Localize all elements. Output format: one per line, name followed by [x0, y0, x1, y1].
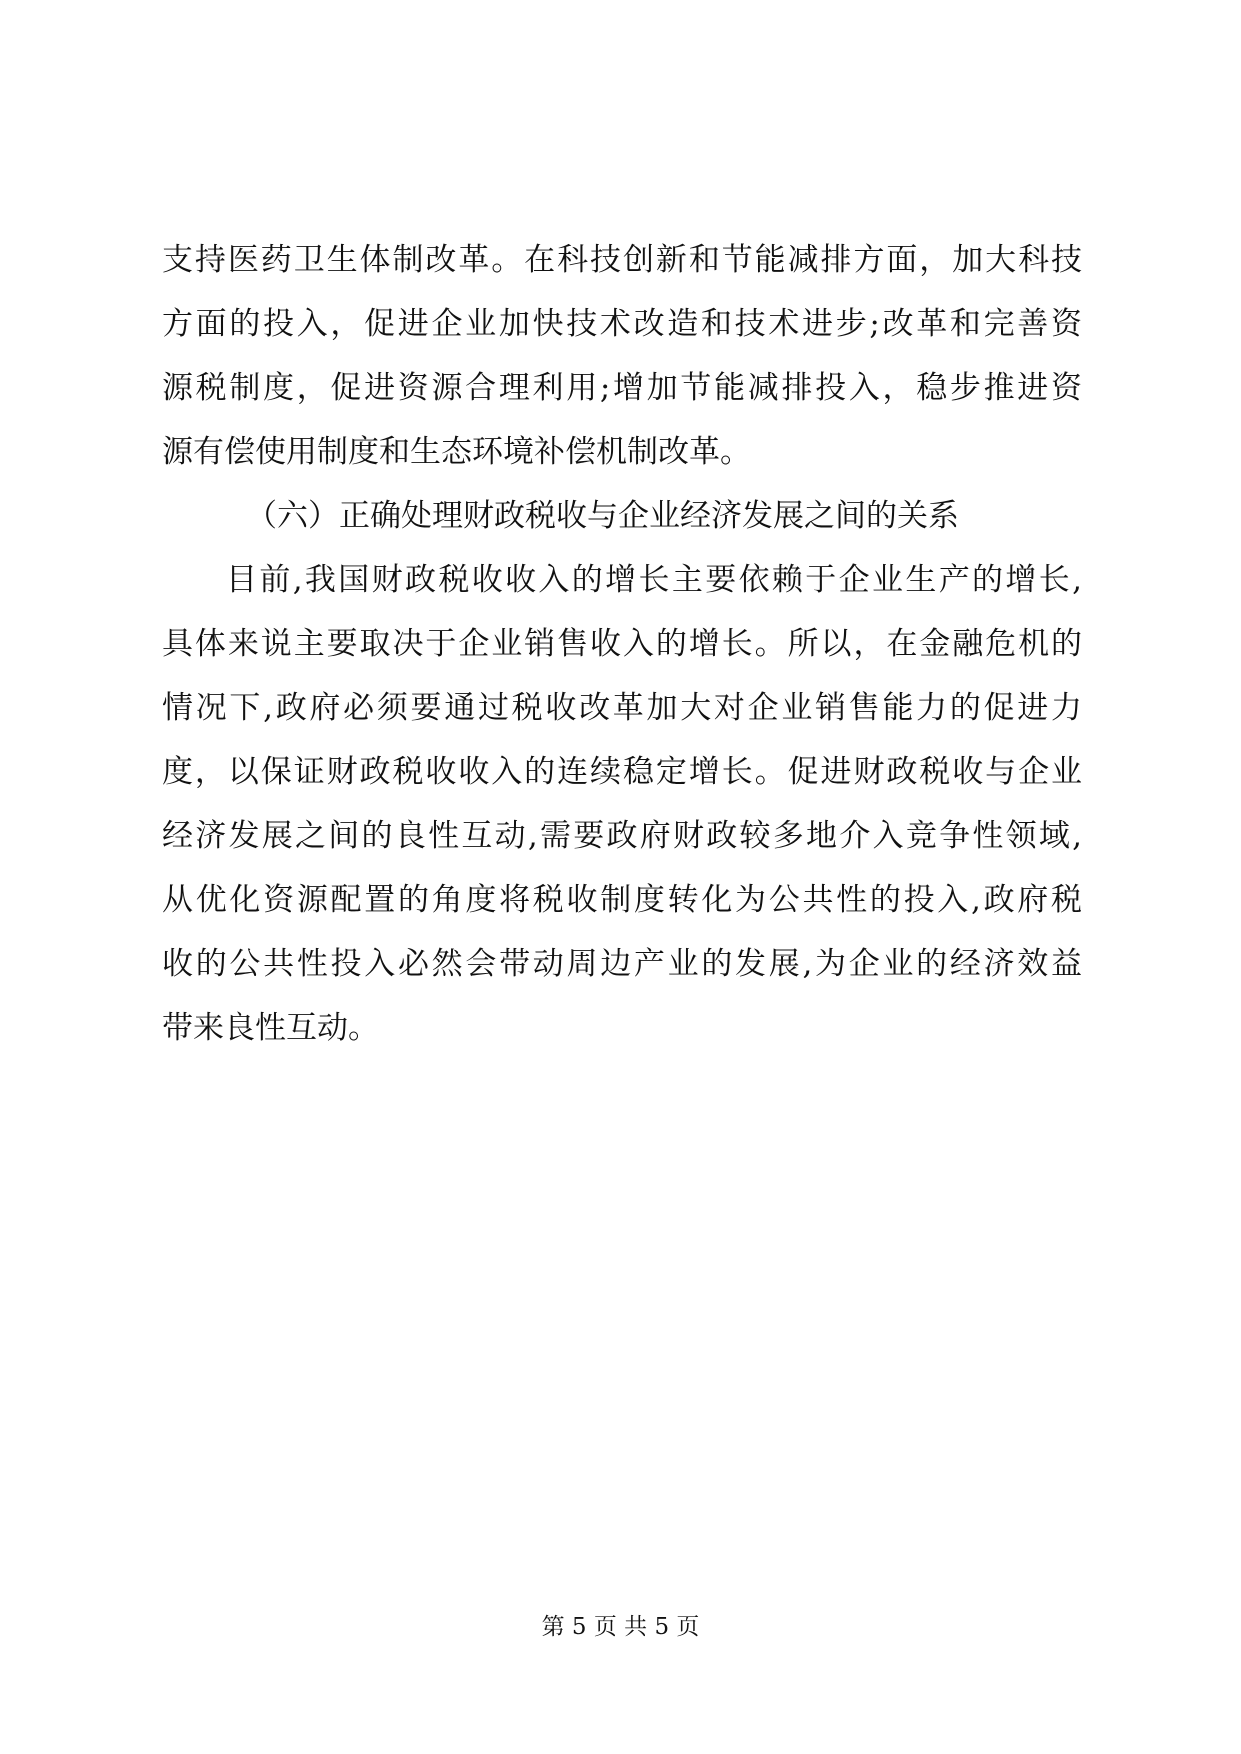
- text-line: 方面的投入，促进企业加快技术改造和技术进步;改革和完善资: [162, 306, 1082, 342]
- text-line: 具体来说主要取决于企业销售收入的增长。所以，在金融危机的: [162, 626, 1082, 662]
- text-line: 度，以保证财政税收收入的连续稳定增长。促进财政税收与企业: [162, 754, 1082, 790]
- text-line: 经济发展之间的良性互动,需要政府财政较多地介入竞争性领域,: [162, 818, 1082, 854]
- text-line: 源税制度，促进资源合理利用;增加节能减排投入，稳步推进资: [162, 370, 1082, 406]
- body-text: [162, 228, 1082, 1060]
- section-heading: （六）正确处理财政税收与企业经济发展之间的关系: [246, 498, 959, 534]
- text-line: 收的公共性投入必然会带动周边产业的发展,为企业的经济效益: [162, 946, 1082, 982]
- text-line: 带来良性互动。: [162, 1010, 379, 1046]
- text-line: 从优化资源配置的角度将税收制度转化为公共性的投入,政府税: [162, 882, 1082, 918]
- text-line: 源有偿使用制度和生态环境补偿机制改革。: [162, 434, 751, 470]
- text-line: 支持医药卫生体制改革。在科技创新和节能减排方面，加大科技: [162, 242, 1082, 278]
- text-line: 目前,我国财政税收收入的增长主要依赖于企业生产的增长,: [226, 562, 1082, 598]
- text-line: 情况下,政府必须要通过税收改革加大对企业销售能力的促进力: [162, 690, 1082, 726]
- page-number-footer: 第 5 页 共 5 页: [541, 1614, 700, 1640]
